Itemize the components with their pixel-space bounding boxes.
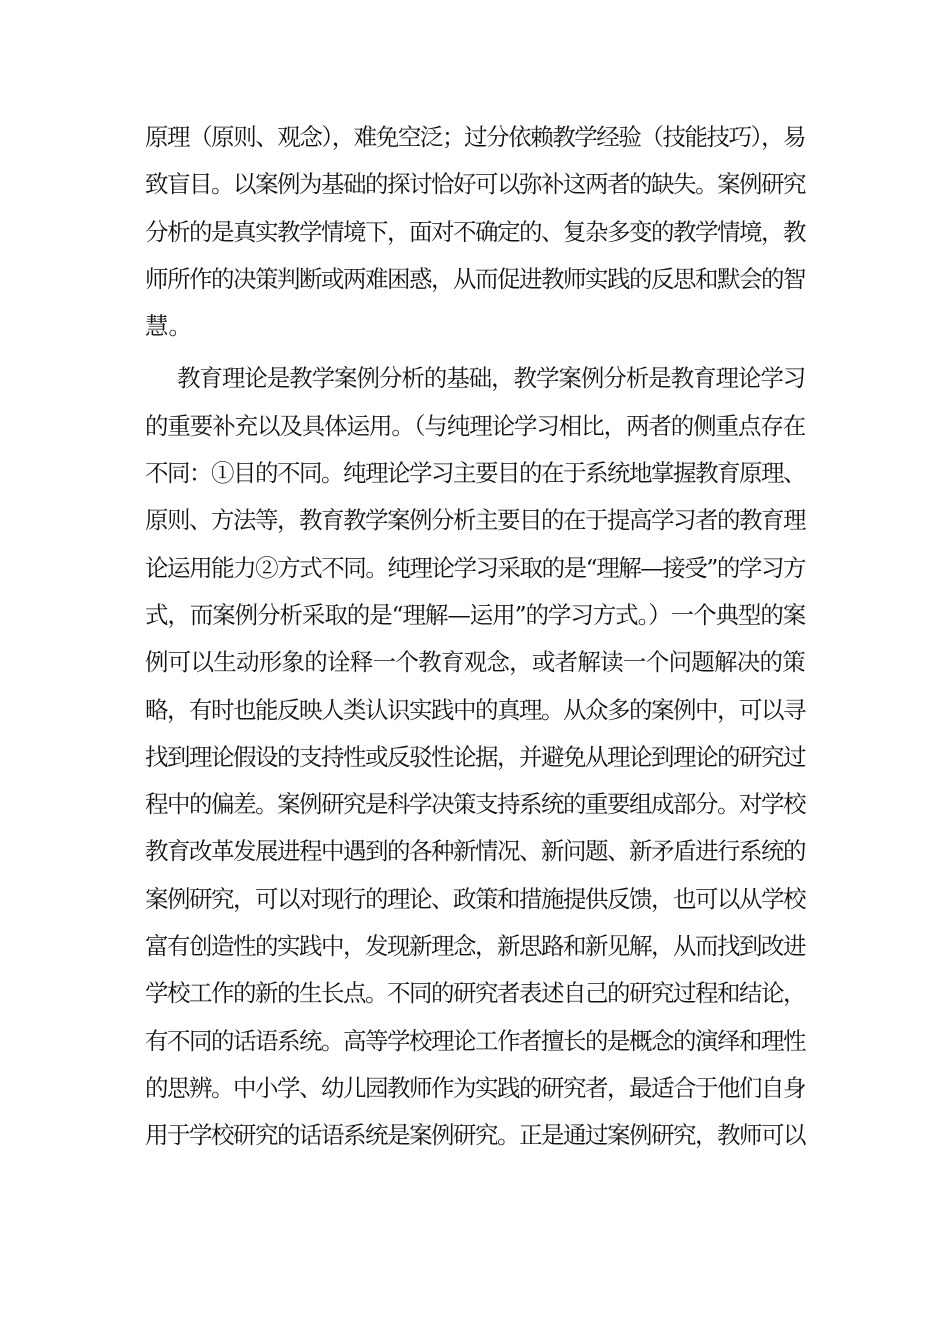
text-line: 用于学校研究的话语系统是案例研究。正是通过案例研究，教师可以 [145, 1121, 805, 1150]
text-line: 师所作的决策判断或两难困惑，从而促进教师实践的反思和默会的智 [145, 264, 805, 293]
text-line: 论运用能力②方式不同。纯理论学习采取的是“理解—接受”的学习方 [145, 553, 805, 582]
text-line: 程中的偏差。案例研究是科学决策支持系统的重要组成部分。对学校 [145, 790, 805, 819]
text-line: 的重要补充以及具体运用。（与纯理论学习相比，两者的侧重点存在 [145, 411, 805, 440]
text-line: 找到理论假设的支持性或反驳性论据，并避免从理论到理论的研究过 [145, 742, 805, 771]
text-line: 式，而案例分析采取的是“理解—运用”的学习方式。）一个典型的案 [145, 600, 805, 629]
text-line: 的思辨。中小学、幼儿园教师作为实践的研究者，最适合于他们自身 [145, 1073, 805, 1102]
text-line: 原理（原则、观念），难免空泛；过分依赖教学经验（技能技巧），易 [145, 123, 805, 151]
text-line: 有不同的话语系统。高等学校理论工作者擅长的是概念的演绎和理性 [145, 1026, 805, 1055]
paragraph-1 [145, 114, 805, 350]
text-line: 不同：①目的不同。纯理论学习主要目的在于系统地掌握教育原理、 [145, 459, 805, 488]
text-line: 慧。 [145, 312, 192, 341]
text-line: 学校工作的新的生长点。不同的研究者表述自己的研究过程和结论， [145, 979, 805, 1008]
text-line: 原则、方法等，教育教学案例分析主要目的在于提高学习者的教育理 [145, 506, 805, 535]
text-line: 致盲目。以案例为基础的探讨恰好可以弥补这两者的缺失。案例研究 [145, 170, 805, 199]
text-line: 案例研究，可以对现行的理论、政策和措施提供反馈，也可以从学校 [145, 884, 805, 913]
text-line: 分析的是真实教学情境下，面对不确定的、复杂多变的教学情境，教 [145, 217, 805, 246]
text-line: 教育改革发展进程中遇到的各种新情况、新问题、新矛盾进行系统的 [145, 837, 805, 866]
text-line: 略，有时也能反映人类认识实践中的真理。从众多的案例中，可以寻 [145, 695, 805, 724]
text-line: 例可以生动形象的诠释一个教育观念，或者解读一个问题解决的策 [145, 648, 805, 677]
text-line: 教育理论是教学案例分析的基础，教学案例分析是教育理论学习 [177, 364, 805, 393]
body-text [145, 114, 805, 1160]
paragraph-2 [145, 355, 805, 1159]
text-line: 富有创造性的实践中，发现新理念，新思路和新见解，从而找到改进 [145, 932, 805, 961]
